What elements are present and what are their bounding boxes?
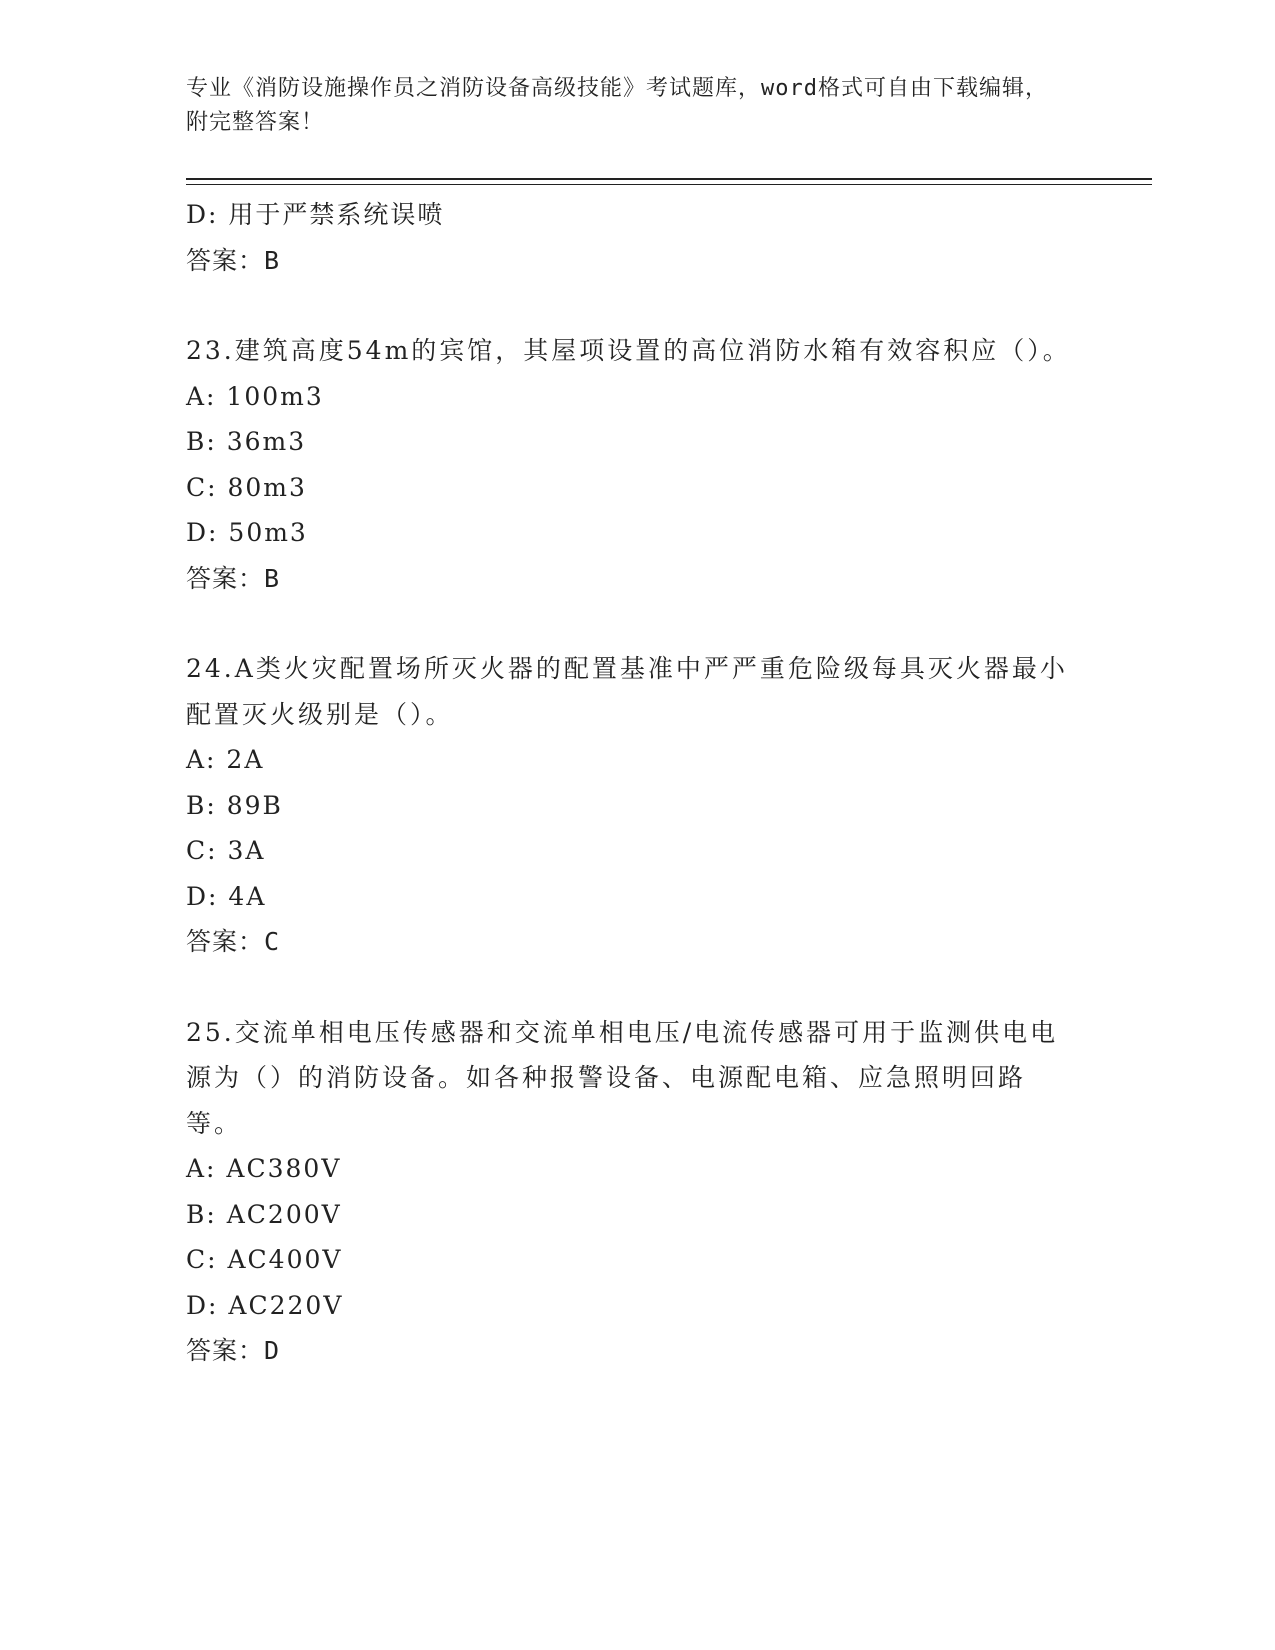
- option-b: B: AC200V: [186, 1199, 342, 1229]
- question-stem: 24.A类火灾配置场所灭火器的配置基准中严严重危险级每具灭火器最小配置灭火级别是（）。: [186, 654, 1068, 729]
- option-c: C: 80m3: [186, 472, 307, 502]
- question-stem: 23.建筑高度54m的宾馆，其屋项设置的高位消防水箱有效容积应（）。: [186, 336, 1071, 365]
- question-stem: 25.交流单相电压传感器和交流单相电压/电流传感器可用于监测供电电源为（）的消防设备。如各种报警设备、电源配电箱、应急照明回路等。: [186, 1017, 1059, 1138]
- option-a: A: AC380V: [186, 1154, 342, 1183]
- header-divider-thick: [186, 178, 1152, 180]
- option-d: D: 50m3: [186, 518, 308, 547]
- option-b: B: 36m3: [186, 427, 307, 456]
- question-block: [186, 328, 1076, 601]
- option-c: C: 3A: [186, 836, 266, 865]
- option-d: D: AC220V: [186, 1290, 344, 1320]
- document-header: 专业《消防设施操作员之消防设备高级技能》考试题库，word格式可自由下载编辑，附完整答案！: [186, 76, 1048, 135]
- option-a: A: 2A: [186, 745, 265, 774]
- option-d: D: 4A: [186, 881, 267, 911]
- answer-line: 答案：D: [186, 1336, 281, 1365]
- question-list: [186, 192, 1076, 1374]
- question-block: [186, 1010, 1076, 1374]
- answer-line: 答案：C: [186, 927, 281, 956]
- header-divider-thin: [186, 184, 1152, 185]
- answer-line: 答案：B: [186, 563, 281, 593]
- option-a: A: 100m3: [186, 381, 324, 411]
- option-b: B: 89B: [186, 790, 283, 820]
- option-d: D: 用于严禁系统误喷: [186, 200, 445, 229]
- answer-line: 答案：B: [186, 245, 281, 275]
- option-c: C: AC400V: [186, 1245, 343, 1274]
- question-block: [186, 646, 1076, 965]
